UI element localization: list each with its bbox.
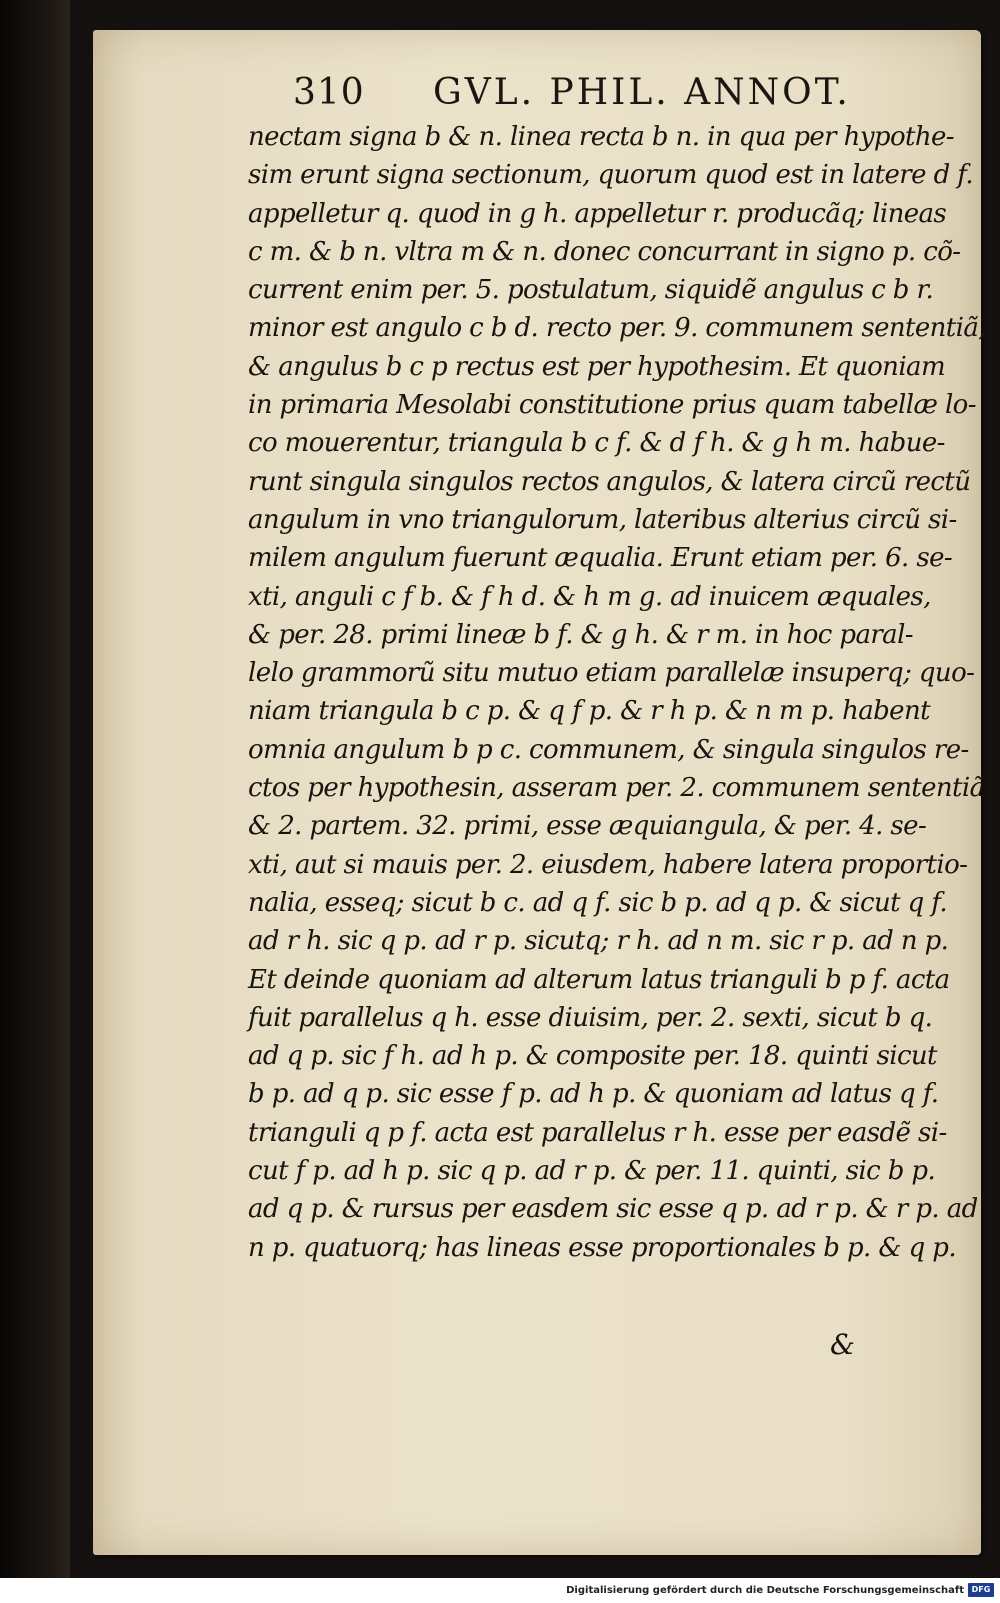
text-line: omnia angulum b p c. communem, & singula singulos re- (248, 734, 969, 765)
text-line: lelo grammorũ situ mutuo etiam parallelæ insuperq; quo- (248, 658, 975, 689)
text-line: ad r h. sic q p. ad r p. sicutq; r h. ad n m. sic r p. ad n p. (248, 926, 949, 957)
text-line: & angulus b c p rectus est per hypothesim. Et quoniam (248, 351, 946, 382)
text-line: nectam signa b & n. linea recta b n. in qua per hypothe- (248, 122, 954, 152)
running-head: GVL. PHIL. ANNOT. (433, 72, 851, 113)
text-line: in primaria Mesolabi constitutione prius quam tabellæ lo- (248, 390, 976, 421)
text-line: niam triangula b c p. & q f p. & r h p. & n m p. habent (248, 696, 930, 727)
text-line: & 2. partem. 32. primi, esse æquiangula, & per. 4. se- (248, 811, 927, 842)
text-line: fuit parallelus q h. esse diuisim, per. 2. sexti, sicut b q. (248, 1002, 933, 1033)
text-line: ad q p. sic f h. ad h p. & composite per. 18. quinti sicut (248, 1041, 937, 1072)
page-header (293, 68, 853, 114)
text-line: current enim per. 5. postulatum, siquidẽ angulus c b r. (248, 275, 934, 306)
text-line: milem angulum fuerunt æqualia. Erunt etiam per. 6. se- (248, 543, 953, 574)
text-line: minor est angulo c b d. recto per. 9. communem sententiã, (248, 313, 986, 344)
dfg-logo: DFG (968, 1583, 994, 1597)
text-line: n p. quatuorq; has lineas esse proportionales b p. & q p. (248, 1232, 956, 1263)
footer-credit: Digitalisierung gefördert durch die Deutsche Forschungsgemeinschaft (566, 1585, 964, 1596)
catchword: & (830, 1328, 855, 1361)
text-line: xti, anguli c f b. & f h d. & h m g. ad inuicem æquales, (248, 581, 931, 612)
text-line: cut f p. ad h p. sic q p. ad r p. & per. 11. quinti, sic b p. (248, 1156, 936, 1187)
text-line: c m. & b n. vltra m & n. donec concurrant in signo p. cõ- (248, 236, 961, 267)
text-line: Et deinde quoniam ad alterum latus trianguli b p f. acta (248, 964, 950, 995)
text-line: ctos per hypothesin, asseram per. 2. communem sententiã (248, 773, 985, 804)
text-line: appelletur q. quod in g h. appelletur r. producãq; lineas (248, 198, 947, 229)
text-line: co mouerentur, triangula b c f. & d f h. & g h m. habue- (248, 428, 945, 459)
text-line: ad q p. & rursus per easdem sic esse q p. ad r p. & r p. ad (248, 1194, 978, 1225)
text-line: b p. ad q p. sic esse f p. ad h p. & quoniam ad latus q f. (248, 1079, 939, 1110)
text-line: angulum in vno triangulorum, lateribus alterius circũ si- (248, 504, 957, 535)
text-line: runt singula singulos rectos angulos, & latera circũ rectũ (248, 466, 971, 497)
text-line: xti, aut si mauis per. 2. eiusdem, habere latera proportio- (248, 849, 968, 880)
text-line: sim erunt signa sectionum, quorum quod est in latere d f. (248, 160, 974, 191)
book-spine-shadow (0, 0, 70, 1578)
text-line: trianguli q p f. acta est parallelus r h. esse per easdẽ si- (248, 1117, 947, 1148)
text-line: nalia, esseq; sicut b c. ad q f. sic b p. ad q p. & sicut q f. (248, 887, 948, 918)
body-text (248, 118, 986, 1267)
text-line: & per. 28. primi lineæ b f. & g h. & r m. in hoc paral- (248, 619, 913, 650)
page-number: 310 (293, 72, 365, 113)
